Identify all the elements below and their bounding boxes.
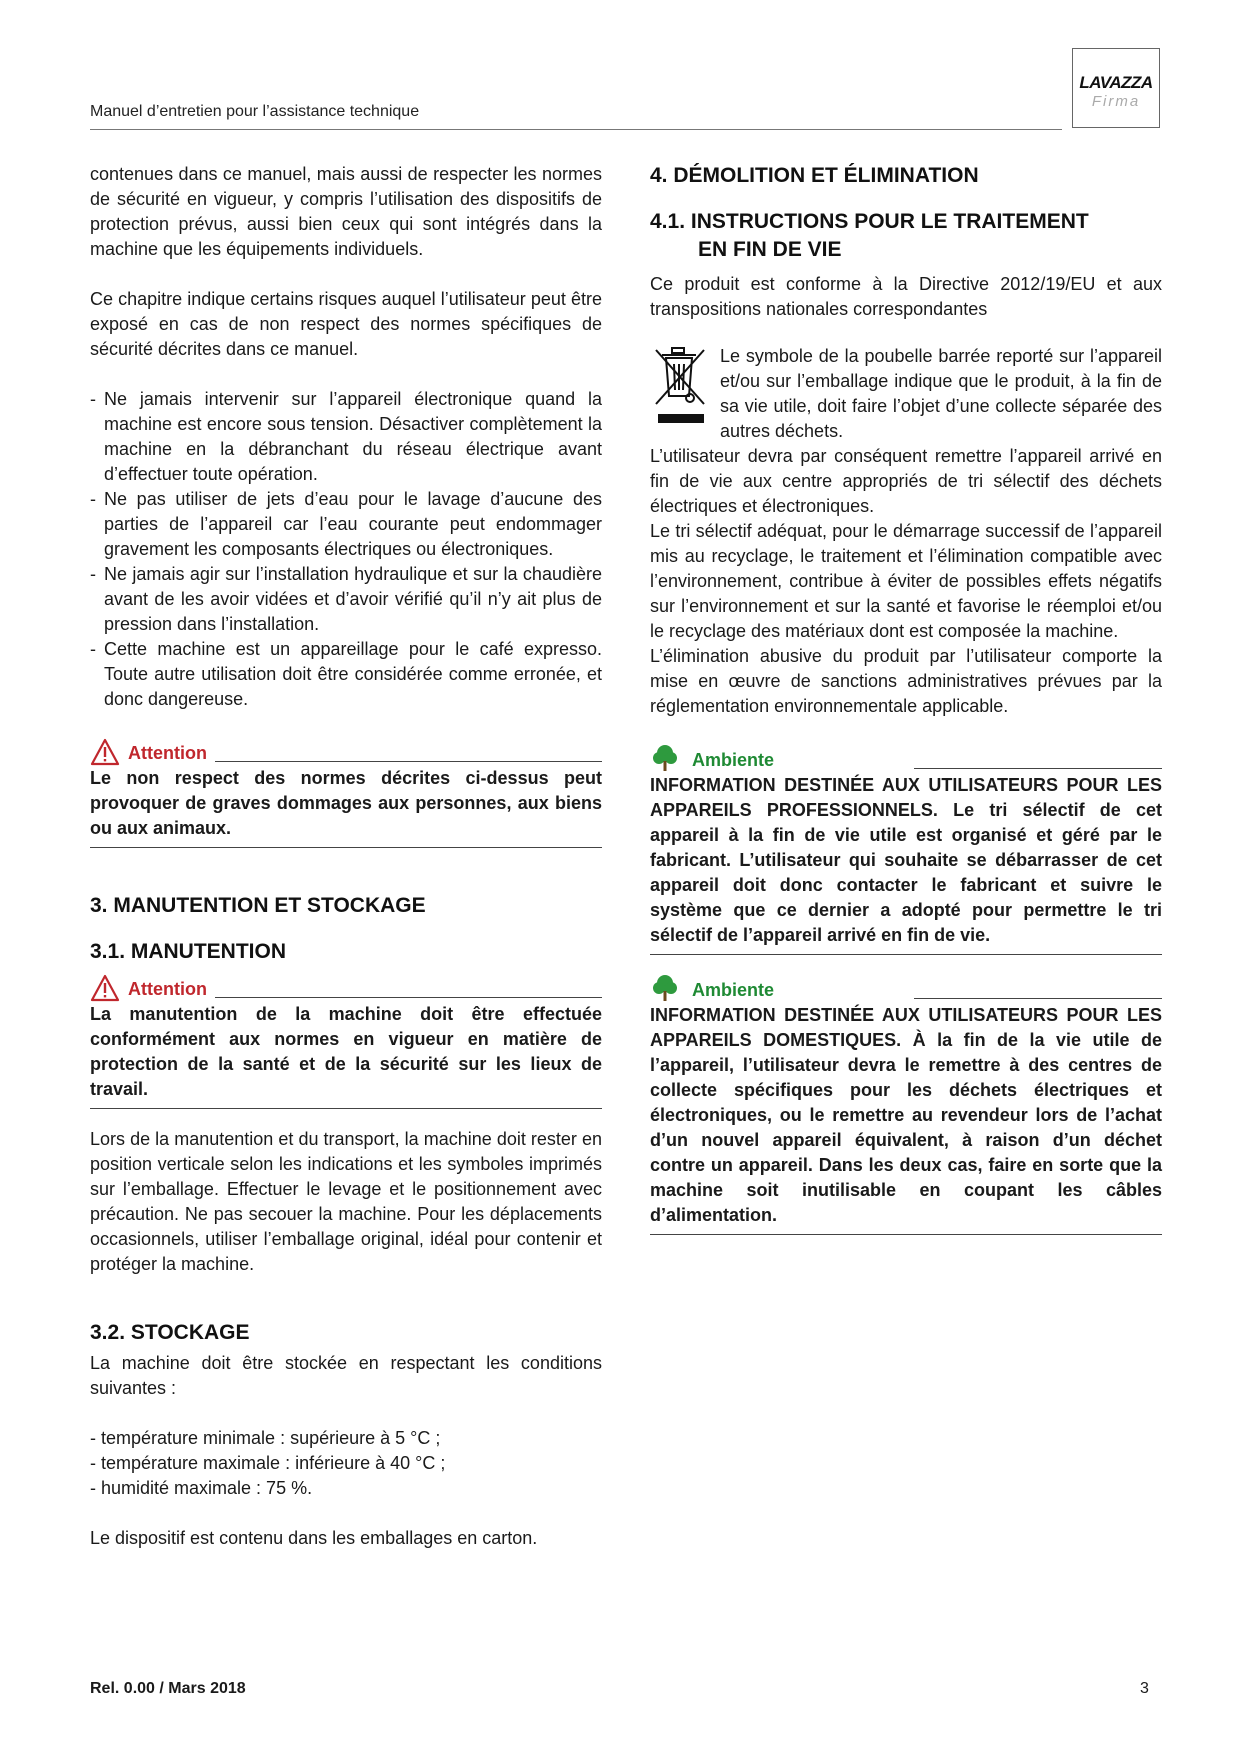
handling-paragraph: Lors de la manutention et du transport, la machine doit rester en position verticale selon les indications et les symboles imprimés sur l’emballage. Effectuer le levage et le positionnement avec précaution. Ne pas secouer la machine. Pour les déplacements occasionnels, utiliser l’emballage original, idéal pour contenir et protéger la machine.	[90, 1129, 602, 1274]
tree-icon	[650, 973, 680, 1003]
ambiente-label: Ambiente	[692, 980, 775, 1000]
left-column	[90, 162, 602, 1551]
crossed-bin-icon	[650, 344, 712, 434]
attention-label: Attention	[128, 979, 207, 999]
page-header-title: Manuel d’entretien pour l’assistance technique	[90, 103, 420, 120]
header-rule	[90, 129, 1062, 130]
risks-list	[90, 387, 602, 712]
attention-text: Le non respect des normes décrites ci-dessus peut provoquer de graves dommages aux personnes, aux biens ou aux animaux.	[90, 766, 602, 848]
attention-notice-2	[90, 968, 602, 1109]
directive-paragraph: Ce produit est conforme à la Directive 2012/19/EU et aux transpositions nationales correspondantes	[650, 274, 1162, 319]
list-item: - température minimale : supérieure à 5 °C ;	[90, 1428, 441, 1448]
list-item: - Ne pas utiliser de jets d’eau pour le lavage d’aucune des parties de l’appareil car l’eau courante peut endommager gravement les composants électriques ou électroniques.	[90, 487, 602, 562]
warning-triangle-icon	[90, 974, 120, 1002]
weee-paragraph: Le symbole de la poubelle barrée reporté sur l’appareil et/ou sur l’emballage indique que le produit, à la fin de sa vie utile, doit faire l’objet d’une collecte séparée des autres déchets.	[720, 346, 1162, 441]
section-3-1-title: 3.1. MANUTENTION	[90, 940, 287, 963]
warning-triangle-icon	[90, 738, 120, 766]
tree-icon	[650, 743, 680, 773]
page-number: 3	[1140, 1680, 1149, 1697]
right-column	[650, 162, 1162, 1235]
list-item: - température maximale : inférieure à 40 °C ;	[90, 1453, 446, 1473]
section-4-1-title-line2: EN FIN DE VIE	[698, 238, 842, 261]
footer-release: Rel. 0.00 / Mars 2018	[90, 1680, 246, 1697]
list-item: - Cette machine est un appareillage pour le café expresso. Toute autre utilisation doit être considérée comme erronée, et donc dangereuse.	[90, 637, 602, 712]
intro-paragraph: contenues dans ce manuel, mais aussi de respecter les normes de sécurité en vigueur, y compris l’utilisation des dispositifs de protection prévus, aussi bien ceux qui sont intégrés dans la machine que les équipements individuels.	[90, 164, 602, 259]
section-4-1-title-line1: 4.1. INSTRUCTIONS POUR LE TRAITEMENT	[650, 210, 1089, 233]
ambiente-text: INFORMATION DESTINÉE AUX UTILISATEURS POUR LES APPAREILS PROFESSIONNELS. Le tri sélectif de cet appareil à la fin de vie utile est organisé et géré par le fabricant. L’utilisateur qui souhaite se débarrasser de cet appareil doit donc contacter le fabricant et suivre le système que ce dernier a adopté pour permettre le tri sélectif de l’appareil arrivé en fin de vie.	[650, 773, 1162, 955]
section-3-2-title: 3.2. STOCKAGE	[90, 1321, 250, 1344]
list-item: - humidité maximale : 75 %.	[90, 1478, 313, 1498]
weee-paragraph-2: L’utilisateur devra par conséquent remettre l’appareil arrivé en fin de vie aux centre appropriés de tri sélectif des déchets électriques et électroniques.	[650, 446, 1162, 516]
storage-note: Le dispositif est contenu dans les emballages en carton.	[90, 1528, 538, 1548]
brand-logo	[1072, 48, 1160, 128]
list-item: - Ne jamais agir sur l’installation hydraulique et sur la chaudière avant de les avoir vidées et d’avoir vérifié qu’il n’y ait plus de pression dans l’installation.	[90, 562, 602, 637]
risks-intro: Ce chapitre indique certains risques auquel l’utilisateur peut être exposé en cas de non respect des normes spécifiques de sécurité décrites dans ce manuel.	[90, 289, 602, 359]
weee-paragraph-4: L’élimination abusive du produit par l’utilisateur comporte la mise en œuvre de sanctions administratives prévues par la réglementation environnementale applicable.	[650, 646, 1162, 716]
attention-notice-1	[90, 732, 602, 848]
ambiente-notice-2	[650, 969, 1162, 1235]
logo-wordmark: LAVAZZA	[1079, 73, 1153, 92]
ambiente-text: INFORMATION DESTINÉE AUX UTILISATEURS POUR LES APPAREILS DOMESTIQUES. À la fin de la vie utile de l’appareil, l’utilisateur devra le remettre à des centres de collecte spécifiques pour les déchets électriques et électroniques, ou le remettre au revendeur lors de l’achat d’un nouvel appareil équivalent, à raison d’un déchet contre un appareil. Dans les deux cas, faire en sorte que la machine soit inutilisable en coupant les câbles d’alimentation.	[650, 1003, 1162, 1235]
ambiente-notice-1	[650, 739, 1162, 955]
section-4-title: 4. DÉMOLITION ET ÉLIMINATION	[650, 164, 979, 187]
attention-text: La manutention de la machine doit être effectuée conformément aux normes en vigueur en matière de protection de la santé et de la sécurité sur les lieux de travail.	[90, 1002, 602, 1109]
list-item: - Ne jamais intervenir sur l’appareil électronique quand la machine est encore sous tension. Désactiver complètement la machine en la débranchant du réseau électrique avant d’effectuer toute opération.	[90, 387, 602, 487]
logo-subtitle: Firma	[1091, 93, 1141, 110]
attention-label: Attention	[128, 743, 207, 763]
storage-conditions	[90, 1426, 602, 1501]
ambiente-label: Ambiente	[692, 750, 775, 770]
weee-paragraph-3: Le tri sélectif adéquat, pour le démarrage successif de l’appareil mis au recyclage, le traitement et l’élimination compatible avec l’environnement, contribue à éviter de possibles effets négatifs sur l’environnement et sur la santé et favorise le réemploi et/ou le recyclage des matériaux dont est composée la machine.	[650, 521, 1162, 641]
section-4-1-title	[650, 208, 1162, 264]
weee-block	[650, 344, 1162, 444]
section-3-title: 3. MANUTENTION ET STOCKAGE	[90, 894, 426, 917]
storage-intro: La machine doit être stockée en respectant les conditions suivantes :	[90, 1353, 602, 1398]
